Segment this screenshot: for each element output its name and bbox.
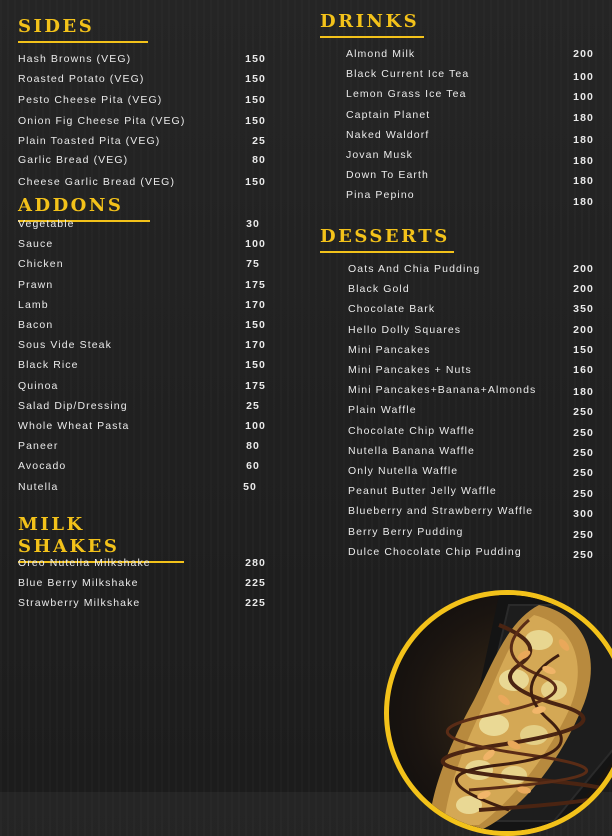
drinks-item-name: Almond Milk <box>346 48 416 60</box>
desserts-item-price: 250 <box>573 406 594 419</box>
addons-item <box>18 318 266 332</box>
addons-item-name: Avocado <box>18 460 67 473</box>
desserts-item-name: Peanut Butter Jelly Waffle <box>348 485 497 498</box>
addons-item <box>18 298 266 312</box>
desserts-item-price: 200 <box>573 323 594 336</box>
drinks-item-price: 180 <box>573 196 594 209</box>
addons-item <box>18 358 266 372</box>
addons-item-price: 60 <box>246 460 260 473</box>
desserts-item-price: 180 <box>573 386 594 399</box>
milkshakes-item-name: Blue Berry Milkshake <box>18 577 139 590</box>
sides-item-name: Onion Fig Cheese Pita (VEG) <box>18 114 186 127</box>
desserts-item <box>348 464 594 478</box>
sides-item-name: Hash Browns (VEG) <box>18 53 132 65</box>
addons-item <box>18 217 266 231</box>
drinks-item <box>346 67 594 84</box>
sides-item-price: 25 <box>252 134 266 147</box>
milkshakes-item-price: 225 <box>245 577 266 590</box>
desserts-section <box>320 226 594 561</box>
desserts-item-price: 250 <box>573 446 594 459</box>
desserts-item-price: 250 <box>573 528 594 541</box>
addons-section <box>18 195 266 493</box>
desserts-item-name: Oats And Chia Pudding <box>348 263 481 275</box>
desserts-item-price: 250 <box>573 467 594 479</box>
drinks-item <box>346 168 594 188</box>
sides-heading: SIDES <box>18 16 148 43</box>
milkshakes-item-name: Oreo Nutella Milkshake <box>18 557 151 569</box>
addons-item-name: Whole Wheat Pasta <box>18 420 130 432</box>
addons-item-price: 175 <box>245 379 266 392</box>
desserts-item <box>348 545 594 559</box>
desserts-item-name: Nutella Banana Waffle <box>348 444 475 457</box>
desserts-item-name: Blueberry and Strawberry Waffle <box>348 505 534 518</box>
addons-item <box>18 399 266 413</box>
sides-item-price: 150 <box>245 176 266 189</box>
addons-item <box>18 338 266 352</box>
waffle-photo <box>384 590 612 836</box>
desserts-item <box>348 343 594 357</box>
sides-item-price: 150 <box>245 94 266 107</box>
addons-item-price: 75 <box>246 258 260 271</box>
milkshakes-item-price: 225 <box>245 597 266 610</box>
drinks-item <box>346 128 594 146</box>
addons-item <box>18 257 266 271</box>
sides-section <box>18 16 266 189</box>
sides-item-name: Roasted Potato (VEG) <box>18 73 145 86</box>
addons-item-name: Black Rice <box>18 359 79 372</box>
desserts-item <box>348 484 594 501</box>
addons-heading: ADDONS <box>18 195 150 222</box>
addons-item-price: 170 <box>245 298 266 311</box>
addons-item-name: Prawn <box>18 278 54 291</box>
sides-item-name: Plain Toasted Pita (VEG) <box>18 134 161 147</box>
sides-item-price: 150 <box>245 53 266 65</box>
desserts-item-name: Mini Pancakes+Banana+Almonds <box>348 384 537 397</box>
milkshakes-section <box>18 514 266 610</box>
sides-item-price: 150 <box>245 73 266 86</box>
addons-item-price: 170 <box>245 339 266 352</box>
milkshakes-item <box>18 556 266 570</box>
addons-item-price: 100 <box>245 238 266 251</box>
desserts-item-price: 200 <box>573 263 594 275</box>
sides-item <box>18 72 266 86</box>
sides-item <box>18 153 266 167</box>
sides-item <box>18 93 266 107</box>
addons-item-name: Sauce <box>18 238 54 251</box>
desserts-item-price: 250 <box>573 426 594 439</box>
sides-item <box>18 134 266 148</box>
waffle-illustration <box>389 595 612 831</box>
desserts-item-name: Mini Pancakes <box>348 343 431 356</box>
desserts-item-price: 200 <box>573 283 594 296</box>
desserts-item-name: Only Nutella Waffle <box>348 465 459 477</box>
milkshakes-item <box>18 596 266 610</box>
desserts-item-price: 160 <box>573 364 594 376</box>
drinks-item <box>346 108 594 122</box>
milkshakes-item-price: 280 <box>245 557 266 569</box>
addons-item-name: Sous Vide Steak <box>18 339 112 352</box>
drinks-item-name: Pina Pepino <box>346 189 415 202</box>
desserts-item-name: Hello Dolly Squares <box>348 323 462 336</box>
addons-item-price: 25 <box>246 399 260 412</box>
addons-item-name: Quinoa <box>18 379 59 392</box>
milkshakes-item <box>18 576 266 590</box>
drinks-item-price: 180 <box>573 175 594 188</box>
addons-item-price: 150 <box>245 319 266 331</box>
sides-item-name: Pesto Cheese Pita (VEG) <box>18 94 163 107</box>
addons-item-price: 175 <box>245 278 266 291</box>
desserts-item <box>348 504 594 521</box>
drinks-item-price: 200 <box>573 48 594 60</box>
addons-item <box>18 459 266 473</box>
drinks-item-price: 100 <box>573 91 594 104</box>
addons-item <box>18 439 266 453</box>
drinks-item-name: Black Current Ice Tea <box>346 68 470 81</box>
drinks-item-price: 180 <box>573 133 594 146</box>
milkshakes-heading: MILK SHAKES <box>18 514 184 563</box>
drinks-item-name: Naked Waldorf <box>346 128 430 141</box>
addons-item-price: 30 <box>246 218 260 230</box>
desserts-item <box>348 525 594 539</box>
drinks-item <box>346 188 594 209</box>
sides-item-name: Cheese Garlic Bread (VEG) <box>18 176 176 189</box>
desserts-item-price: 300 <box>573 508 594 521</box>
addons-item <box>18 379 266 393</box>
addons-item-name: Paneer <box>18 440 59 453</box>
drinks-heading: DRINKS <box>320 11 424 38</box>
desserts-item-name: Plain Waffle <box>348 404 417 417</box>
desserts-item <box>348 262 594 276</box>
desserts-item <box>348 424 594 438</box>
drinks-item-name: Jovan Musk <box>346 149 414 161</box>
addons-item <box>18 278 266 292</box>
desserts-item <box>348 403 594 417</box>
desserts-item-name: Chocolate Chip Waffle <box>348 424 475 437</box>
drinks-item <box>346 47 594 61</box>
desserts-item <box>348 323 594 337</box>
sides-item-price: 150 <box>245 114 266 127</box>
sides-item-name: Garlic Bread (VEG) <box>18 154 129 166</box>
drinks-item-name: Lemon Grass Ice Tea <box>346 88 467 101</box>
drinks-item-name: Down To Earth <box>346 169 429 182</box>
sides-item-price: 80 <box>252 154 266 166</box>
sides-item <box>18 114 266 128</box>
drinks-section <box>320 11 594 209</box>
addons-item <box>18 419 266 433</box>
drinks-item-price: 180 <box>573 111 594 124</box>
addons-item <box>18 237 266 251</box>
desserts-item-price: 250 <box>573 488 594 501</box>
sides-item <box>18 175 266 189</box>
addons-item <box>18 480 266 494</box>
addons-item-price: 150 <box>245 359 266 372</box>
desserts-item <box>348 383 594 397</box>
addons-item-price: 80 <box>246 440 260 453</box>
desserts-item-name: Mini Pancakes + Nuts <box>348 364 472 376</box>
desserts-item <box>348 282 594 296</box>
milkshakes-item-name: Strawberry Milkshake <box>18 597 141 610</box>
addons-item-price: 50 <box>243 480 257 493</box>
addons-item-name: Lamb <box>18 298 49 311</box>
addons-item-name: Vegetable <box>18 218 75 230</box>
drinks-item-name: Captain Planet <box>346 108 431 121</box>
desserts-item-name: Chocolate Bark <box>348 303 436 316</box>
desserts-item-name: Dulce Chocolate Chip Pudding <box>348 545 522 558</box>
addons-item-name: Chicken <box>18 258 64 271</box>
drinks-item-price: 100 <box>573 71 594 84</box>
drinks-item <box>346 148 594 167</box>
addons-item-name: Nutella <box>18 480 59 493</box>
desserts-item <box>348 302 594 316</box>
sides-item <box>18 52 266 66</box>
desserts-item <box>348 444 594 458</box>
desserts-item-price: 350 <box>573 303 594 316</box>
desserts-heading: DESSERTS <box>320 226 454 253</box>
desserts-item-name: Berry Berry Pudding <box>348 525 464 538</box>
desserts-item-price: 250 <box>573 548 594 561</box>
addons-item-name: Bacon <box>18 319 54 331</box>
desserts-item-name: Black Gold <box>348 283 410 296</box>
desserts-item <box>348 363 594 377</box>
desserts-item-price: 150 <box>573 343 594 356</box>
addons-item-price: 100 <box>245 420 266 432</box>
addons-item-name: Salad Dip/Dressing <box>18 399 128 412</box>
drinks-item-price: 180 <box>573 155 594 167</box>
drinks-item <box>346 87 594 104</box>
